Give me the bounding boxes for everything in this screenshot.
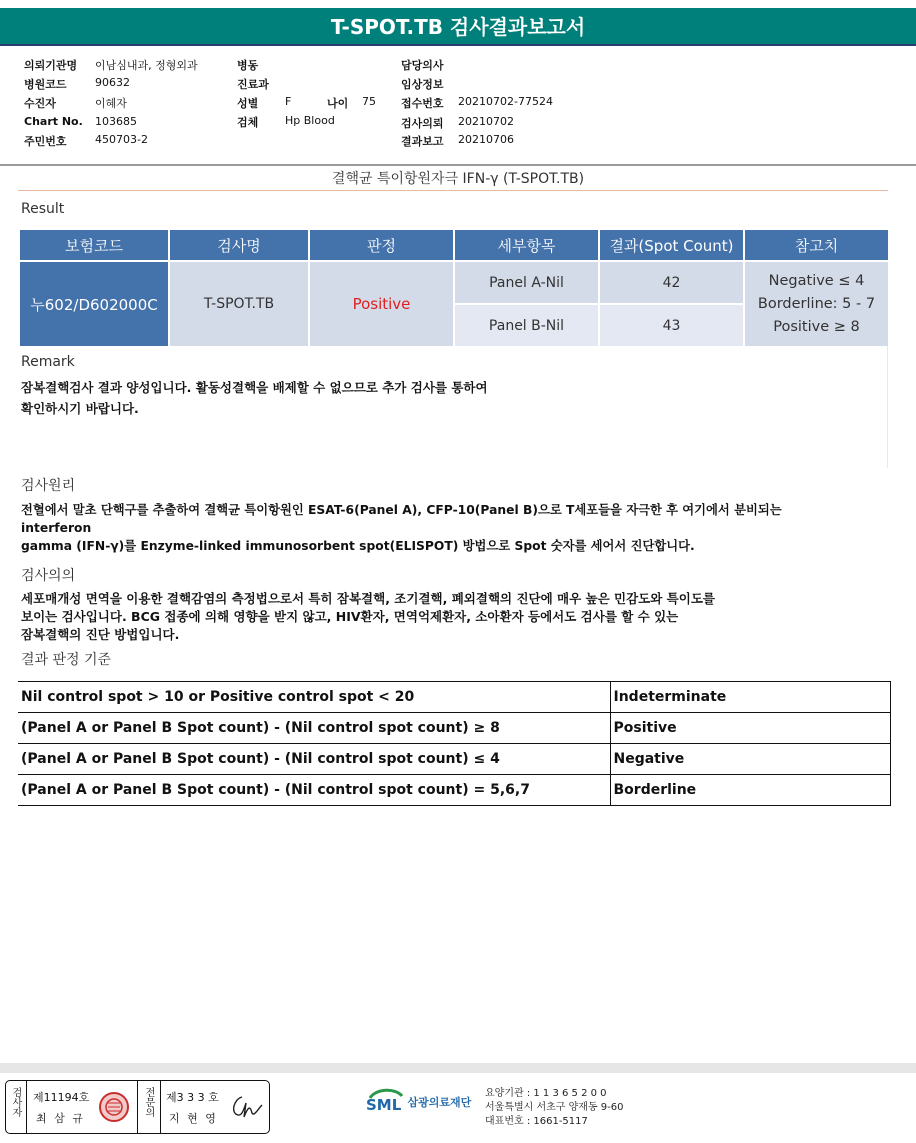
text-line: interferon (21, 521, 92, 535)
contact-info (485, 1087, 624, 1129)
column-header: 보험코드 (19, 229, 169, 261)
text-line: 보이는 검사입니다. BCG 접종에 의해 영향을 받지 않고, HIV환자, 면역억제환자, 소아환자 등에서도 검사를 할 수 있는 (21, 609, 679, 624)
info-label: 나이 (327, 97, 349, 110)
criteria-label: 결과 판정 기준 (21, 652, 112, 668)
principle-label: 검사원리 (21, 478, 76, 494)
info-label: 진료과 (237, 78, 269, 91)
principle-text (21, 501, 782, 555)
info-label: 결과보고 (401, 135, 444, 148)
info-label: 접수번호 (401, 97, 444, 110)
reference-line: Borderline: 5 - 7 (757, 295, 876, 312)
contact-line: 서울특별시 서초구 양재동 9-60 (485, 1102, 624, 1113)
divider (0, 164, 916, 166)
info-value: 20210702 (458, 115, 514, 128)
divider (26, 1081, 27, 1133)
info-value: 이남심내과, 정형외과 (95, 59, 198, 72)
report-title: T-SPOT.TB 검사결과보고서 (0, 8, 916, 46)
table-row (18, 713, 890, 744)
text-line: 확인하시기 바랍니다. (21, 401, 139, 416)
test-subtitle: 결핵균 특이항원자극 IFN-γ (T-SPOT.TB) (331, 171, 585, 187)
info-label: 담당의사 (401, 59, 444, 72)
inspector-label: 검사자 (10, 1087, 21, 1117)
contact-line: 요양기관 : 1 1 3 6 5 2 0 0 (485, 1088, 607, 1099)
inspector-name: 최 삼 규 (36, 1112, 85, 1125)
reviewer-license: 제3 3 3 호 (166, 1091, 219, 1104)
signature-icon (228, 1091, 264, 1121)
reference-line: Negative ≤ 4 (768, 272, 865, 289)
remark-text (21, 379, 488, 418)
patient-info (0, 54, 916, 164)
info-label: 주민번호 (24, 135, 67, 148)
text-line: 잠복결핵의 진단 방법입니다. (21, 627, 180, 642)
result-table (18, 228, 890, 348)
result-label: Result (21, 201, 65, 217)
info-value: 20210706 (458, 133, 514, 146)
table-row (18, 744, 890, 775)
column-header: 세부항목 (454, 229, 599, 261)
text-line: 잠복결핵검사 결과 양성입니다. 활동성결핵을 배제할 수 없으므로 추가 검사를 통하여 (21, 380, 488, 395)
contact-line: 대표번호 : 1661-5117 (485, 1116, 588, 1127)
spot-count: 42 (599, 261, 744, 304)
info-label: 임상정보 (401, 78, 444, 91)
reference-range (744, 261, 889, 347)
remark-label: Remark (21, 354, 75, 370)
info-label: 수진자 (24, 97, 56, 110)
text-line: 세포매개성 면역을 이용한 결핵감염의 측정법으로서 특히 잠복결핵, 조기결핵, 폐외결핵의 진단에 매우 높은 민감도와 특이도를 (21, 591, 715, 606)
info-value: 103685 (95, 115, 137, 128)
info-label: Chart No. (24, 115, 83, 128)
footer-band (0, 1063, 916, 1073)
info-value: 75 (362, 95, 376, 108)
info-value: 90632 (95, 76, 130, 89)
judgement-value: Positive (309, 261, 454, 347)
reviewer-label: 전문의 (143, 1087, 154, 1117)
info-value: 20210702-77524 (458, 95, 553, 108)
reviewer-name: 지 현 영 (169, 1112, 218, 1125)
reference-line: Positive ≥ 8 (773, 318, 860, 335)
table-row (18, 775, 890, 806)
criteria-result: Indeterminate (610, 682, 890, 713)
column-header: 참고치 (744, 229, 889, 261)
criteria-condition: (Panel A or Panel B Spot count) - (Nil control spot count) ≤ 4 (18, 744, 610, 775)
info-value: F (285, 95, 292, 108)
text-line: gamma (IFN-γ)를 Enzyme-linked immunosorbent spot(ELISPOT) 방법으로 Spot 숫자를 세어서 진단합니다. (21, 539, 695, 553)
divider (18, 190, 888, 191)
criteria-result: Borderline (610, 775, 890, 806)
signature-box (5, 1080, 270, 1134)
divider (160, 1081, 161, 1133)
criteria-condition: (Panel A or Panel B Spot count) - (Nil control spot count) = 5,6,7 (18, 775, 610, 806)
column-header: 판정 (309, 229, 454, 261)
test-name: T-SPOT.TB (169, 261, 309, 347)
logo-text: 삼광의료재단 (407, 1096, 472, 1109)
info-value: Hp Blood (285, 114, 335, 127)
insurance-code: 누602/D602000C (19, 261, 169, 347)
table-row (18, 682, 890, 713)
info-label: 검사의뢰 (401, 117, 444, 130)
text-line: 전혈에서 말초 단핵구를 추출하여 결핵균 특이항원인 ESAT-6(Panel A), CFP-10(Panel B)으로 T세포들을 자극한 후 여기에서 분비되는 (21, 503, 782, 517)
info-label: 의뢰기관명 (24, 59, 78, 72)
inspector-license: 제11194호 (33, 1091, 90, 1104)
info-label: 검체 (237, 116, 259, 129)
significance-label: 검사의의 (21, 568, 76, 584)
panel-name: Panel B-Nil (454, 304, 599, 347)
company-logo (366, 1086, 471, 1118)
logo-mark: SML (366, 1096, 402, 1114)
column-header: 결과(Spot Count) (599, 229, 744, 261)
criteria-condition: Nil control spot > 10 or Positive control spot < 20 (18, 682, 610, 713)
seal-icon (98, 1091, 130, 1123)
info-value: 이혜자 (95, 97, 127, 110)
divider (137, 1081, 138, 1133)
criteria-condition: (Panel A or Panel B Spot count) - (Nil control spot count) ≥ 8 (18, 713, 610, 744)
significance-text (21, 590, 715, 644)
info-value: 450703-2 (95, 133, 148, 146)
criteria-table (18, 681, 891, 806)
criteria-result: Positive (610, 713, 890, 744)
panel-name: Panel A-Nil (454, 261, 599, 304)
column-header: 검사명 (169, 229, 309, 261)
info-label: 병원코드 (24, 78, 67, 91)
info-label: 병동 (237, 59, 259, 72)
criteria-result: Negative (610, 744, 890, 775)
spot-count: 43 (599, 304, 744, 347)
info-label: 성별 (237, 97, 259, 110)
